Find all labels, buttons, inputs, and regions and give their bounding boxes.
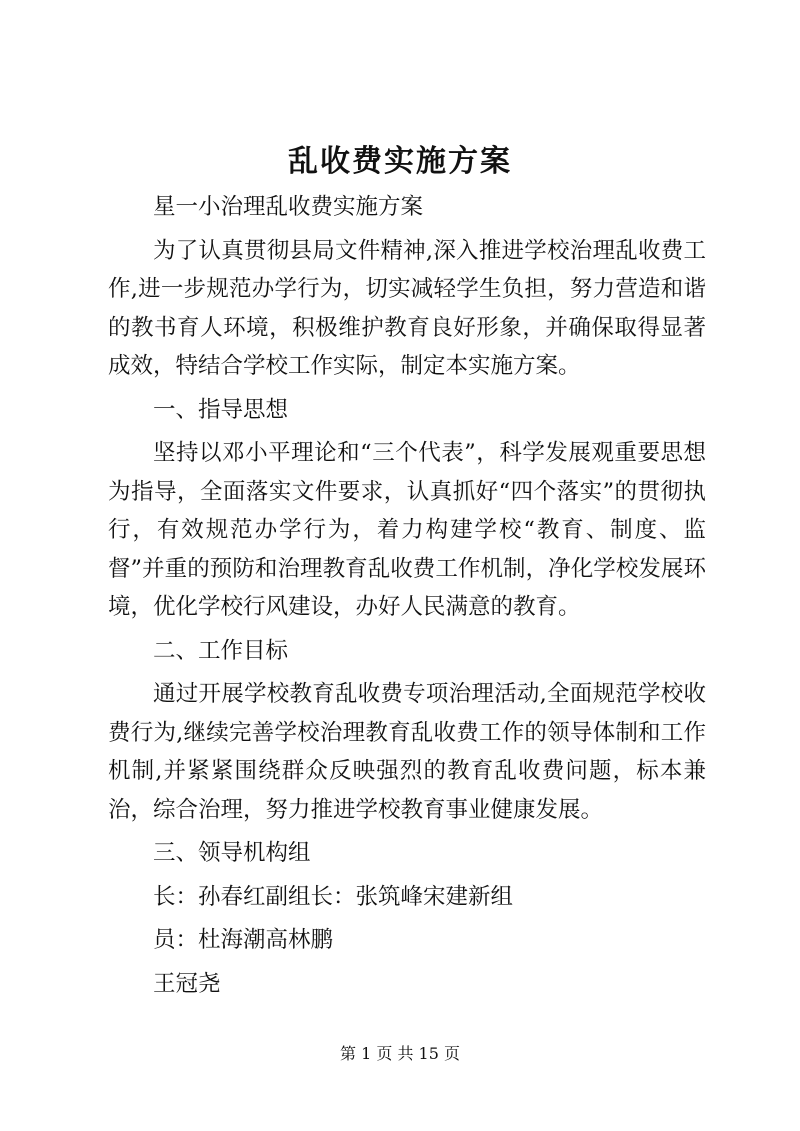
paragraph-work-goals: 通过开展学校教育乱收费专项治理活动,全面规范学校收费行为,继续完善学校治理教育乱收费工作的领导体制和工作机制,并紧紧围绕群众反映强烈的教育乱收费问题，标本兼治，综合治理，努力推进学校教育事业健康发展。 — [108, 681, 706, 823]
paragraph-leaders: 长：孙春红副组长：张筑峰宋建新组 — [153, 883, 514, 910]
paragraph-members: 员：杜海潮高林鹏 — [153, 927, 334, 953]
document-title: 乱收费实施方案 — [288, 144, 512, 179]
paragraph-subtitle: 星一小治理乱收费实施方案 — [153, 194, 424, 220]
paragraph-guiding-ideology: 坚持以邓小平理论和“三个代表”，科学发展观重要思想为指导，全面落实文件要求，认真抓好“四个落实”的贯彻执行，有效规范办学行为，着力构建学校“教育、制度、监督”并重的预防和治理教育乱收费工作机制，净化学校发展环境，优化学校行风建设，办好人民满意的教育。 — [108, 440, 706, 620]
section-heading-leadership-group: 三、领导机构组 — [153, 840, 311, 866]
paragraph-member-name: 王冠尧 — [153, 970, 221, 997]
page-footer: 第 1 页 共 15 页 — [340, 1044, 460, 1063]
document-body — [108, 188, 706, 1008]
paragraph-intro: 为了认真贯彻县局文件精神,深入推进学校治理乱收费工作,进一步规范办学行为，切实减轻学生负担，努力营造和谐的教书育人环境，积极维护教育良好形象，并确保取得显著成效，特结合学校工作实际，制定本实施方案。 — [108, 237, 706, 379]
section-heading-work-goals: 二、工作目标 — [153, 637, 289, 664]
section-heading-guiding-ideology: 一、指导思想 — [153, 396, 289, 423]
